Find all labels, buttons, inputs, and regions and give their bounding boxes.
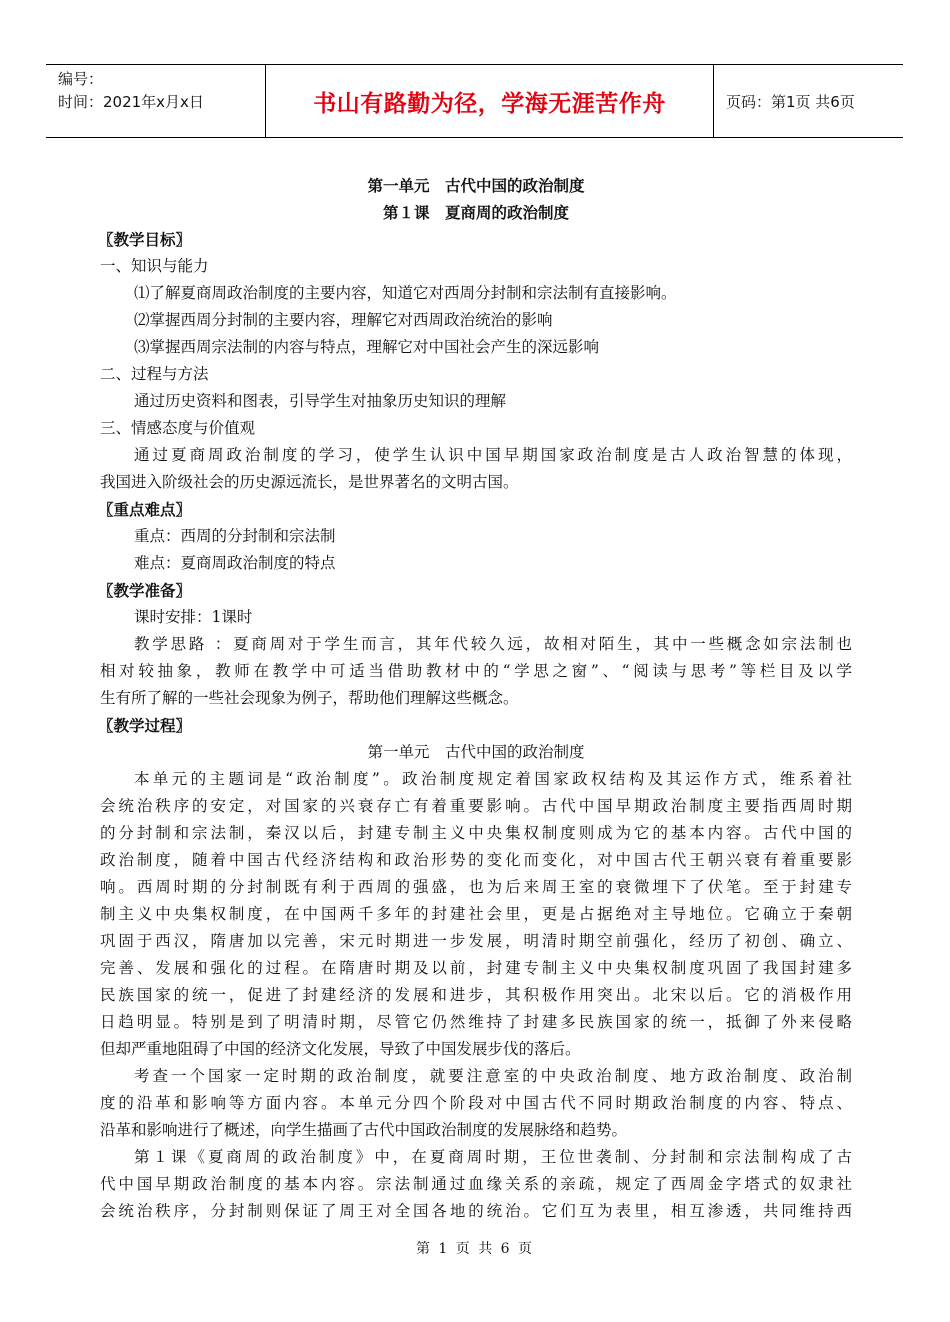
body-line: 代中国早期政治制度的基本内容。宗法制通过血缘关系的亲疏，规定了西周金字塔式的奴隶社 (100, 1175, 852, 1193)
page-footer: 第 1 页 共 6 页 (415, 1241, 535, 1257)
document-body (100, 172, 852, 1225)
header-meta (46, 65, 265, 137)
idea-line-2: 相对较抽象，教师在教学中可适当借助教材中的“学思之窗”、“阅读与思考”等栏目及以学 (100, 662, 852, 680)
goal-2: ⑵掌握西周分封制的主要内容，理解它对西周政治统治的影响 (134, 311, 553, 329)
body-line: 民族国家的统一，促进了封建经济的发展和进步，其积极作用突出。北宋以后。它的消极作用 (100, 986, 852, 1004)
body-line: 但却严重地阻碍了中国的经济文化发展，导致了中国发展步伐的落后。 (100, 1040, 581, 1058)
body-line: 响。西周时期的分封制既有利于西周的强盛，也为后来周王室的衰微埋下了伏笔。至于封建专 (100, 878, 852, 896)
knowledge-heading: 一、知识与能力 (100, 257, 209, 275)
emotion-heading: 三、情感态度与价值观 (100, 419, 256, 437)
difficulty-point: 难点：夏商周政治制度的特点 (134, 554, 336, 572)
process-main-heading: 〖教学过程〗 (98, 716, 192, 735)
body-line: 巩固于西汉，隋唐加以完善，宋元时期进一步发展，明清时期空前强化，经历了初创、确立、 (100, 932, 852, 950)
body-line: 考查一个国家一定时期的政治制度，就要注意室的中央政治制度、地方政治制度、政治制 (134, 1067, 852, 1085)
body-line: 的分封制和宗法制，秦汉以后，封建专制主义中央集权制度则成为它的基本内容。古代中国的 (100, 824, 852, 842)
body-line: 制主义中央集权制度，在中国两千多年的封建社会里，更是占据绝对主导地位。它确立于秦朝 (100, 905, 852, 923)
unit-subtitle: 第一单元 古代中国的政治制度 (367, 743, 585, 761)
time-label: 时间：2021年x月x日 (58, 93, 204, 111)
keypoints-heading: 〖重点难点〗 (98, 500, 192, 519)
body-line: 完善、发展和强化的过程。在隋唐时期及以前，封建专制主义中央集权制度巩固了我国封建多 (100, 959, 852, 977)
header-page-info (714, 65, 903, 137)
body-line: 第１课《夏商周的政治制度》中，在夏商周时期，王位世袭制、分封制和宗法制构成了古 (134, 1148, 852, 1166)
goal-3: ⑶掌握西周宗法制的内容与特点，理解它对中国社会产生的深远影响 (134, 338, 600, 356)
idea-line-3: 生有所了解的一些社会现象为例子，帮助他们理解这些概念。 (100, 689, 519, 707)
body-line: 政治制度，随着中国古代经济结构和政治形势的变化而变化，对中国古代王朝兴衰有着重要影 (100, 851, 852, 869)
key-point: 重点：西周的分封制和宗法制 (134, 527, 336, 545)
body-line: 日趋明显。特别是到了明清时期，尽管它仍然维持了封建多民族国家的统一，抵御了外来侵略 (100, 1013, 852, 1031)
lesson-title: 第１课 夏商周的政治制度 (382, 203, 569, 222)
header-motto-cell (265, 65, 714, 137)
goals-heading: 〖教学目标〗 (98, 230, 192, 249)
emotion-line-2: 我国进入阶级社会的历史源远流长，是世界著名的文明古国。 (100, 473, 519, 491)
page-header (46, 64, 903, 138)
process-heading: 二、过程与方法 (100, 365, 209, 383)
body-line: 度的沿革和影响等方面内容。本单元分四个阶段对中国古代不同时期政治制度的内容、特点、 (100, 1094, 852, 1112)
body-line: 本单元的主题词是“政治制度”。政治制度规定着国家政权结构及其运作方式，维系着社 (134, 770, 852, 788)
body-line: 会统治秩序，分封制则保证了周王对全国各地的统治。它们互为表里，相互渗透，共同维持西 (100, 1202, 852, 1220)
number-label: 编号： (58, 70, 104, 88)
emotion-line-1: 通过夏商周政治制度的学习，使学生认识中国早期国家政治制度是古人政治智慧的体现， (134, 446, 852, 464)
schedule-text: 课时安排：1课时 (134, 608, 253, 626)
page-info-text: 页码：第1页 共6页 (726, 92, 855, 111)
body-line: 会统治秩序的安定，对国家的兴衰存亡有着重要影响。古代中国早期政治制度主要指西周时期 (100, 797, 852, 815)
prep-heading: 〖教学准备〗 (98, 581, 192, 600)
goal-1: ⑴了解夏商周政治制度的主要内容，知道它对西周分封制和宗法制有直接影响。 (134, 284, 677, 302)
motto-text: 书山有路勤为径，学海无涯苦作舟 (313, 90, 666, 117)
unit-title: 第一单元 古代中国的政治制度 (367, 176, 585, 195)
idea-line-1: 教学思路 ：夏商周对于学生而言，其年代较久远，故相对陌生，其中一些概念如宗法制也 (134, 635, 852, 653)
process-text: 通过历史资料和图表，引导学生对抽象历史知识的理解 (134, 392, 507, 410)
body-line: 沿革和影响进行了概述，向学生描画了古代中国政治制度的发展脉络和趋势。 (100, 1121, 628, 1139)
